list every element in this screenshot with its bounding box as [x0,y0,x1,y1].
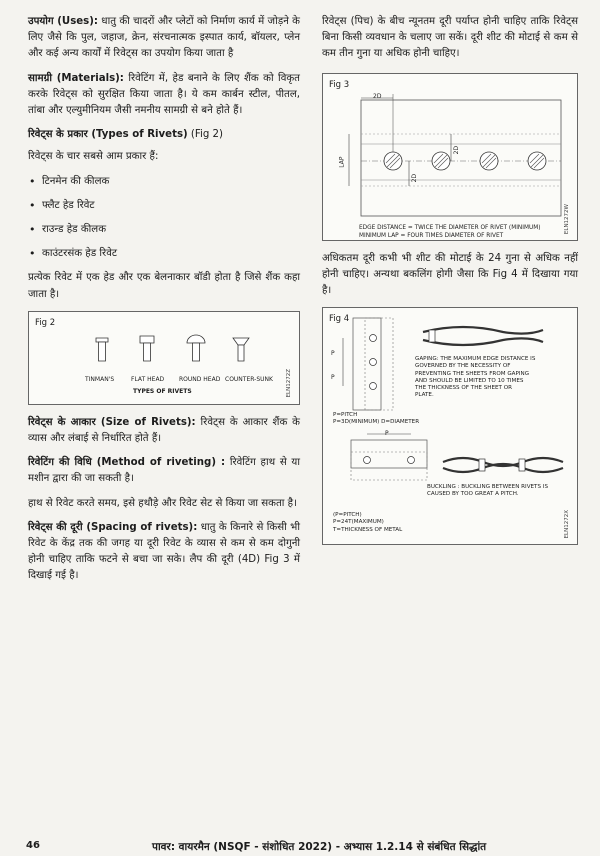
fig4-pitch-label-2: P [331,374,335,382]
method-text: रिवेटिंग हाथ से या मशीन द्वारा की जा सकती है। [28,457,300,485]
fig4-plate-d [351,452,427,480]
method-paragraph [28,455,300,487]
page-number: 46 [26,840,40,851]
fig4-legend-line: P=24T(MAXIMUM) [333,519,384,526]
pitch-paragraph: रिवेट्स (पिच) के बीच न्यूनतम दूरी पर्याप्त होनी चाहिए ताकि रिवेट्स बिना किसी व्यवधान के चलाए जा सकें। दूरी शीट की मोटाई से कम से कम तीन गुना या अधिक होनी चाहिए। [322,16,578,60]
fig4-pitch-label-1: P [331,350,335,358]
fig4-legend-line: (P=PITCH) [333,512,362,519]
fig4-gaping-line: AND SHOULD BE LIMITED TO 10 TIMES [415,377,524,384]
list-item: • टिनमेन की कीलक [28,174,300,190]
round-head-rivet-head [187,335,205,343]
fig3-dim-mid: 2D [453,145,461,154]
fig4-gaping-line: PREVENTING THE SHEETS FROM GAPING [415,370,530,377]
fig4-buckling-rivet [519,459,525,471]
fig3-drawing [323,74,579,240]
fig3-dim-low: 2D [411,173,419,182]
spacing-heading: रिवेट्स की दूरी (Spacing of rivets): [28,521,198,533]
spacing-text: धातु के किनारे से किसी भी रिवेट के केंद्र तक की जगह या दूरी रिवेट के व्यास से कम से कम दोगुनी होनी चाहिए ताकि फटने से बचा जा सके। लैप की दूरी (4D) Fig 3 में दिखाई गई है। [28,521,300,582]
fig4-legend-line: P=3D(MINIMUM) D=DIAMETER [333,419,420,426]
countersunk-rivet-shank [238,345,244,361]
footer-title: पावर: वायरमैन (NSQF - संशोधित 2022) - अभ्यास 1.2.14 से संबंधित सिद्धांत [152,841,487,853]
fig4-gaping-line: GOVERNED BY THE NECESSITY OF [415,363,511,370]
hand-paragraph: हाथ से रिवेट करते समय, इसे हथौड़े और रिवेट सेट से किया जा सकता है। [28,497,297,509]
flat-head-rivet-head [140,336,154,343]
fig2-label: Fig 2 [35,317,56,328]
fig2-code: ELN1272Z [285,369,292,398]
fig4-legend-1 [333,412,419,426]
max-paragraph: अधिकतम दूरी कभी भी शीट की मोटाई के 24 गुना से अधिक नहीं होनी चाहिए। अन्यथा बकलिंग होगी जैसा कि Fig 4 में दिखाया गया है। [322,252,578,297]
fig2-caption-flat-head: FLAT HEAD [131,375,165,383]
fig3-label: Fig 3 [329,79,350,90]
fig4-rivet [370,359,377,366]
uses-text: धातु की चादरों और प्लेटों को निर्माण कार्य में जोड़ने के लिए जैसे कि पुल, जहाज, क्रेन, संरचनात्मक इस्पात कार्य, बॉयलर, प्लेन और कई अन्य कार्यों में रिवेट्स का उपयोग किया जाता है [28,16,300,60]
tinman-rivet-head [96,338,108,342]
fig3-code: ELN1272W [563,203,570,234]
fig2-title: TYPES OF RIVETS [133,387,192,395]
list-item: • काउंटरसंक हेड रिवेट [28,246,300,262]
fig4-rivet [370,335,377,342]
fig4-gaping-note [415,356,535,399]
size-paragraph [28,415,300,447]
fig4-legend-line: T=THICKNESS OF METAL [333,526,403,533]
list-item: • फ्लैट हेड रिवेट [28,198,300,214]
fig4-code: ELN1272X [563,509,570,539]
fig3-lap-label: LAP [338,156,346,168]
size-text: रिवेट्स के आकार शैंक के व्यास और लंबाई से निर्धारित होते हैं। [28,416,300,445]
fig4-gaping-sheet-bottom [423,339,543,346]
types-fig-ref: (Fig 2) [187,129,224,141]
list-item: • राउन्ड हेड कीलक [28,222,300,238]
fig4-pitch-label-top: P [385,430,389,438]
fig4-gaping-line: GAPING: THE MAXIMUM EDGE DISTANCE IS [415,356,536,363]
fig4-gaping-rivet [429,330,435,342]
fig3-note1: EDGE DISTANCE = TWICE THE DIAMETER OF RIVET (MINIMUM) [359,224,541,231]
fig4-gaping-buckling [322,307,578,545]
spacing-paragraph [28,520,300,585]
fig4-rivet [408,457,415,464]
types-heading-line [28,127,300,143]
fig4-gaping-line: PLATE. [415,392,434,399]
left-column [28,14,300,593]
fig4-buckling-rivet [479,459,485,471]
size-heading: रिवेट्स के आकार (Size of Rivets): [28,416,196,428]
tinman-rivet-shank [99,342,106,361]
uses-heading: उपयोग (Uses): [28,16,98,27]
fig2-caption-tinman: TINMAN'S [85,375,115,383]
fig4-buckling-line: BUCKLING : BUCKLING BETWEEN RIVETS IS [427,484,548,491]
fig4-label: Fig 4 [329,314,350,325]
fig4-plate-b [365,318,393,410]
countersunk-rivet-head [233,338,249,345]
fig3-edge-distance [322,73,578,241]
materials-paragraph [28,71,300,120]
fig4-plate-a [353,318,381,410]
fig2-caption-round-head: ROUND HEAD [179,375,221,383]
fig3-note2: MINIMUM LAP = FOUR TIMES DIAMETER OF RIVET [359,232,504,239]
uses-paragraph [28,14,300,63]
fig4-legend-line: P=PITCH [333,412,358,419]
types-intro: रिवेट्स के चार सबसे आम प्रकार हैं: [28,151,159,163]
fig4-gaping-sheet-top [423,327,543,334]
types-list [28,174,300,263]
fig4-buckling-line: CAUSED BY TOO GREAT A PITCH. [427,491,519,498]
page-footer [0,838,600,856]
fig4-gaping-line: THE THICKNESS OF THE SHEET OR [415,385,513,392]
head-shank-paragraph: प्रत्येक रिवेट में एक हेड और एक बेलनाकार बॉडी होता है जिसे शैंक कहा जाता है। [28,272,300,300]
fig4-rivet [370,383,377,390]
fig2-types-of-rivets [28,311,300,405]
method-heading: रिवेटिंग की विधि (Method of riveting) : [28,457,226,469]
round-head-rivet-shank [193,343,200,361]
types-heading: रिवेट्स के प्रकार (Types of Rivets) [28,129,188,141]
fig4-rivet [364,457,371,464]
right-column [322,14,578,555]
flat-head-rivet-shank [144,343,151,361]
fig4-plate-c [351,440,427,468]
materials-heading: सामग्री (Materials): [28,72,124,84]
fig3-dim-top: 2D [373,92,382,100]
fig2-caption-countersunk: COUNTER-SUNK [225,375,273,383]
materials-text: रिवेटिंग में, हेड बनाने के लिए शैंक को विकृत करके रिवेट्स को सुरक्षित किया जाता है। ये कम कार्बन स्टील, पीतल, तांबा और एल्युमीनियम जैसी नमनीय सामग्री से बने होते हैं। [28,72,300,117]
fig4-buckling-note [427,484,548,498]
fig4-legend-2 [333,512,402,534]
